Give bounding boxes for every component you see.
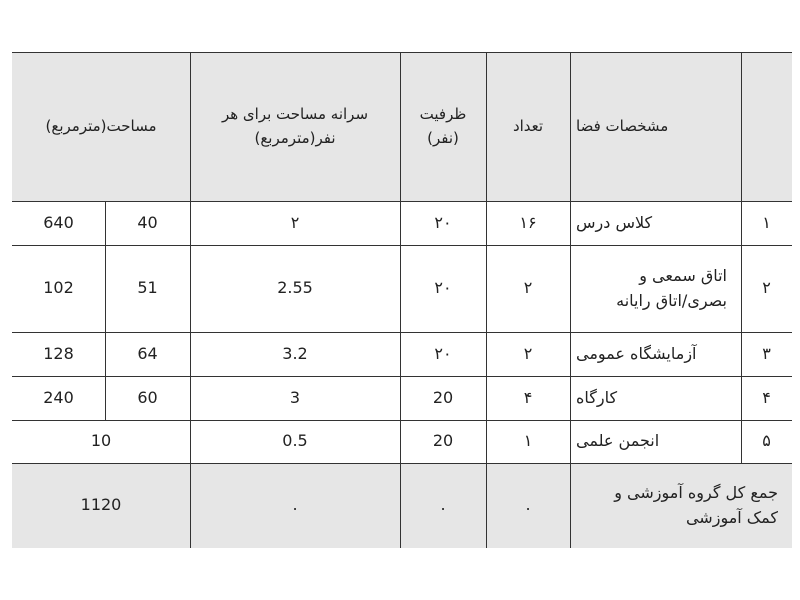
space-name: انجمن علمی xyxy=(576,431,660,451)
space-capacity: 20 xyxy=(432,387,454,407)
space-total-area: 640 xyxy=(43,212,74,232)
space-count: ۱۶ xyxy=(519,212,537,232)
space-unit-area: 64 xyxy=(137,343,158,363)
total-count: . xyxy=(525,495,531,515)
space-unit-area: 60 xyxy=(137,387,158,407)
row-number: ۵ xyxy=(762,431,771,451)
space-total-area: 10 xyxy=(90,431,112,451)
space-unit-area: 40 xyxy=(137,212,158,232)
space-capacity: ۲۰ xyxy=(434,212,452,232)
row-number: ۲ xyxy=(762,278,771,298)
header-count: تعداد xyxy=(512,116,544,135)
space-per-capita: 2.55 xyxy=(277,278,313,298)
header-area: مساحت(مترمربع) xyxy=(45,116,157,135)
space-per-capita: 3 xyxy=(289,387,301,407)
space-per-capita: 3.2 xyxy=(282,343,308,363)
space-area-table xyxy=(12,52,792,548)
header-space-spec: مشخصات فضا xyxy=(576,116,669,135)
space-capacity: ۲۰ xyxy=(434,278,452,298)
space-name: کلاس درس xyxy=(576,212,653,232)
space-total-area: 128 xyxy=(43,343,74,363)
row-number: ۴ xyxy=(762,387,771,407)
space-count: ۴ xyxy=(523,387,533,407)
header-per-capita: سرانه مساحت برای هر نفر(مترمربع) xyxy=(221,105,369,147)
space-per-capita: ۲ xyxy=(290,212,300,232)
total-per-capita: . xyxy=(292,495,298,515)
space-capacity: 20 xyxy=(432,431,454,451)
total-capacity: . xyxy=(440,495,446,515)
space-count: ۲ xyxy=(523,278,533,298)
space-total-area: 102 xyxy=(43,278,74,298)
space-count: ۱ xyxy=(523,431,533,451)
space-name: اتاق سمعی و بصری/اتاق رایانه xyxy=(616,265,727,310)
header-capacity: ظرفیت (نفر) xyxy=(419,105,467,147)
space-capacity: ۲۰ xyxy=(434,343,452,363)
space-count: ۲ xyxy=(523,343,533,363)
row-number: ۱ xyxy=(762,212,771,232)
space-name: آزمایشگاه عمومی xyxy=(576,343,697,363)
total-area: 1120 xyxy=(80,495,122,515)
row-number: ۳ xyxy=(762,343,771,363)
space-name: کارگاه xyxy=(576,387,618,407)
total-label: جمع کل گروه آموزشی و کمک آموزشی xyxy=(614,482,778,527)
space-unit-area: 51 xyxy=(137,278,158,298)
space-per-capita: 0.5 xyxy=(282,431,308,451)
space-total-area: 240 xyxy=(43,387,74,407)
